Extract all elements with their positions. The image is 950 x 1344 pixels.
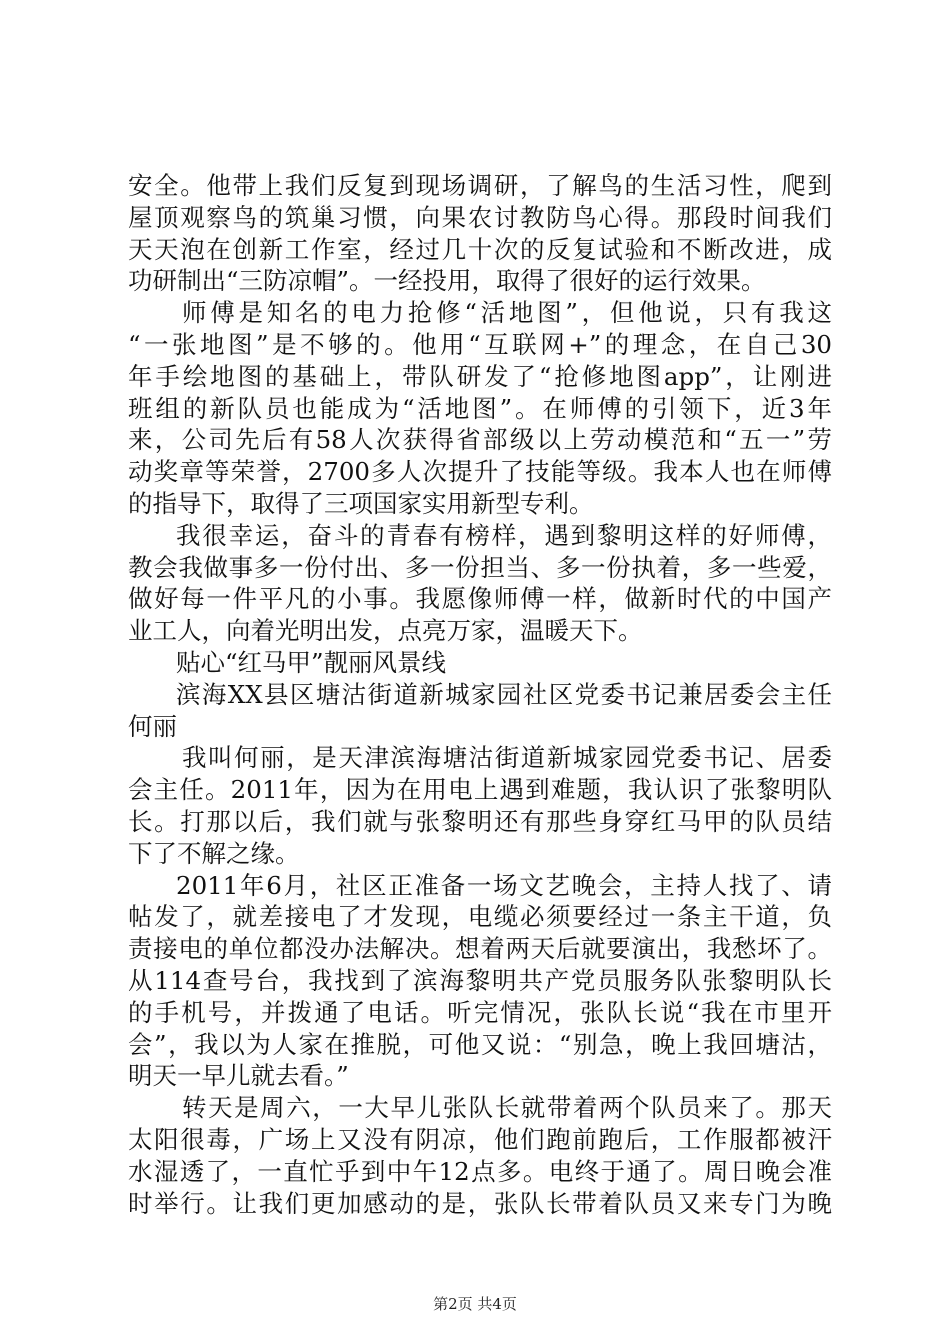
document-body — [128, 170, 832, 1219]
text-line: 业工人，向着光明出发，点亮万家，温暖天下。 — [128, 616, 643, 646]
text-line: 安全。他带上我们反复到现场调研，了解鸟的生活习性，爬到 — [128, 171, 832, 200]
text-line: 天天泡在创新工作室，经过几十次的反复试验和不断改进，成 — [128, 234, 832, 264]
text-line: 责接电的单位都没办法解决。想着两天后就要演出，我愁坏了。 — [128, 934, 832, 964]
text-line: 下了不解之缘。 — [128, 838, 300, 868]
text-line: 时举行。让我们更加感动的是，张队长带着队员又来专门为晚 — [128, 1188, 832, 1218]
text-line: 从114查号台，我找到了滨海黎明共产党员服务队张黎明队长 — [128, 965, 832, 995]
text-line: 做好每一件平凡的小事。我愿像师傅一样，做新时代的中国产 — [128, 584, 832, 614]
paragraph-start-line: 我很幸运，奋斗的青春有榜样，遇到黎明这样的好师傅， — [176, 520, 832, 550]
text-line: 水湿透了，一直忙乎到中午12点多。电终于通了。周日晚会准 — [128, 1156, 832, 1186]
text-line: 明天一早儿就去看。” — [128, 1061, 349, 1091]
paragraph-start-line: 师傅是知名的电力抢修“活地图”，但他说，只有我这 — [182, 298, 832, 328]
text-line: 动奖章等荣誉，2700多人次提升了技能等级。我本人也在师傅 — [128, 457, 832, 487]
author-name: 何丽 — [128, 711, 177, 741]
text-line: 帖发了，就差接电了才发现，电缆必须要经过一条主干道，负 — [128, 902, 832, 932]
author-line: 滨海XX县区塘沽街道新城家园社区党委书记兼居委会主任 — [176, 679, 832, 709]
paragraph-start-line: 转天是周六，一大早儿张队长就带着两个队员来了。那天 — [182, 1093, 832, 1123]
text-line: 屋顶观察鸟的筑巢习惯，向果农讨教防鸟心得。那段时间我们 — [128, 202, 832, 232]
text-line: 年手绘地图的基础上，带队研发了“抢修地图app”，让刚进 — [128, 361, 832, 391]
text-line: 的指导下，取得了三项国家实用新型专利。 — [128, 488, 594, 518]
text-line: 长。打那以后，我们就与张黎明还有那些身穿红马甲的队员结 — [128, 806, 832, 836]
section-title: 贴心“红马甲”靓丽风景线 — [176, 647, 447, 677]
text-line: 班组的新队员也能成为“活地图”。在师傅的引领下，近3年 — [128, 393, 832, 423]
text-line: 教会我做事多一份付出、多一份担当、多一份执着，多一些爱， — [128, 552, 832, 582]
page-footer — [0, 1294, 950, 1314]
text-line: 来，公司先后有58人次获得省部级以上劳动模范和“五一”劳 — [128, 425, 832, 455]
paragraph-start-line: 我叫何丽，是天津滨海塘沽街道新城家园党委书记、居委 — [182, 743, 832, 773]
text-line: 功研制出“三防凉帽”。一经投用，取得了很好的运行效果。 — [128, 266, 766, 296]
paragraph-start-line: 2011年6月，社区正准备一场文艺晚会，主持人找了、请 — [176, 870, 832, 900]
text-line: 的手机号，并拨通了电话。听完情况，张队长说“我在市里开 — [128, 997, 832, 1027]
text-line: “一张地图”是不够的。他用“互联网+”的理念，在自己30 — [128, 329, 832, 359]
text-line: 会”，我以为人家在推脱，可他又说：“别急，晚上我回塘沽， — [128, 1029, 832, 1059]
text-line: 太阳很毒，广场上又没有阴凉，他们跑前跑后，工作服都被汗 — [128, 1124, 832, 1154]
text-line: 会主任。2011年，因为在用电上遇到难题，我认识了张黎明队 — [128, 775, 832, 805]
page-number-label: 第2页 共4页 — [433, 1295, 517, 1313]
